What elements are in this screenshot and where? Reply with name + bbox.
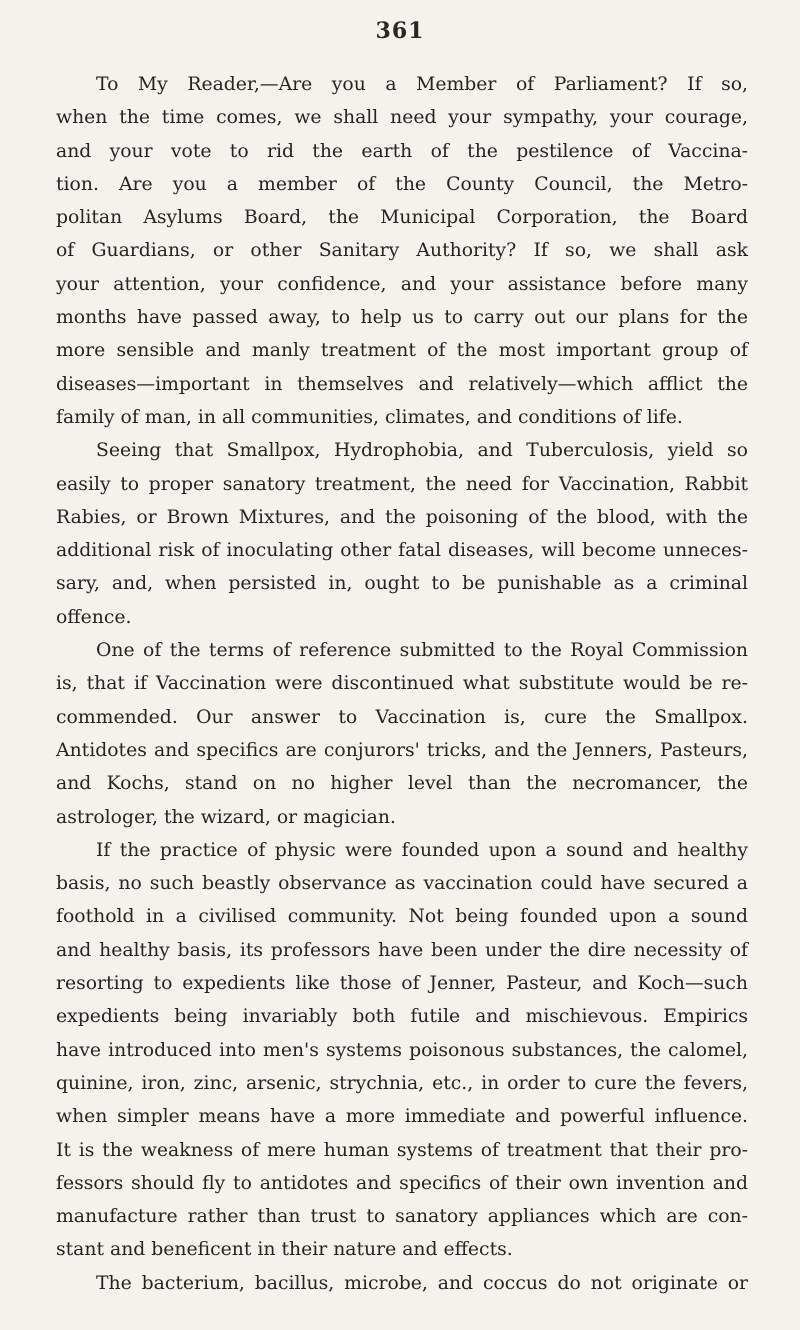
text-line: and Kochs, stand on no higher level than the necromancer, the — [56, 773, 748, 795]
text-line: and your vote to rid the earth of the pestilence of Vaccina- — [56, 140, 748, 162]
text-line: tion. Are you a member of the County Council, the Metro- — [56, 173, 748, 195]
text-line: additional risk of inoculating other fatal diseases, will become unneces- — [56, 540, 748, 562]
text-line: when simpler means have a more immediate and powerful influence. — [56, 1106, 748, 1128]
text-line: sary, and, when persisted in, ought to be punishable as a criminal — [56, 573, 748, 595]
text-line: and healthy basis, its professors have been under the dire necessity of — [56, 939, 748, 961]
text-line: more sensible and manly treatment of the most important group of — [56, 340, 748, 362]
text-line: astrologer, the wizard, or magician. — [56, 806, 396, 828]
text-line: Antidotes and specifics are conjurors' tricks, and the Jenners, Pasteurs, — [56, 739, 748, 761]
text-line: is, that if Vaccination were discontinued what substitute would be re- — [56, 673, 748, 695]
text-line: It is the weakness of mere human systems of treatment that their pro- — [56, 1139, 748, 1161]
text-line: fessors should fly to antidotes and specifics of their own invention and — [56, 1172, 748, 1194]
text-line: Rabies, or Brown Mixtures, and the poisoning of the blood, with the — [56, 506, 748, 528]
text-line: offence. — [56, 606, 132, 628]
text-line: your attention, your confidence, and your assistance before many — [56, 273, 748, 295]
text-line: One of the terms of reference submitted to the Royal Commission — [96, 640, 748, 662]
text-line: politan Asylums Board, the Municipal Corporation, the Board — [56, 207, 748, 229]
text-line: easily to proper sanatory treatment, the need for Vaccination, Rabbit — [56, 473, 748, 495]
body-text — [56, 68, 748, 1300]
text-line: family of man, in all communities, climates, and conditions of life. — [56, 406, 683, 428]
text-line: If the practice of physic were founded upon a sound and healthy — [96, 839, 748, 861]
text-line: months have passed away, to help us to carry out our plans for the — [56, 307, 748, 329]
text-line: have introduced into men's systems poisonous substances, the calomel, — [56, 1039, 748, 1061]
page-number: 361 — [375, 18, 425, 44]
text-line: quinine, iron, zinc, arsenic, strychnia, etc., in order to cure the fevers, — [56, 1072, 748, 1094]
text-line: of Guardians, or other Sanitary Authority? If so, we shall ask — [56, 240, 748, 262]
text-line: resorting to expedients like those of Jenner, Pasteur, and Koch—such — [56, 973, 748, 995]
text-line: Seeing that Smallpox, Hydrophobia, and Tuberculosis, yield so — [96, 440, 748, 462]
text-line: basis, no such beastly observance as vaccination could have secured a — [56, 873, 748, 895]
text-line: diseases—important in themselves and relatively—which afflict the — [56, 373, 748, 395]
text-line: foothold in a civilised community. Not being founded upon a sound — [56, 906, 748, 928]
text-line: manufacture rather than trust to sanatory appliances which are con- — [56, 1206, 748, 1228]
text-line: The bacterium, bacillus, microbe, and coccus do not originate or — [96, 1272, 748, 1294]
text-line: expedients being invariably both futile and mischievous. Empirics — [56, 1006, 748, 1028]
text-line: stant and beneficent in their nature and effects. — [56, 1239, 513, 1261]
text-line: commended. Our answer to Vaccination is, cure the Smallpox. — [56, 706, 748, 728]
text-line: when the time comes, we shall need your sympathy, your courage, — [56, 107, 748, 129]
text-line: To My Reader,—Are you a Member of Parliament? If so, — [96, 74, 748, 95]
